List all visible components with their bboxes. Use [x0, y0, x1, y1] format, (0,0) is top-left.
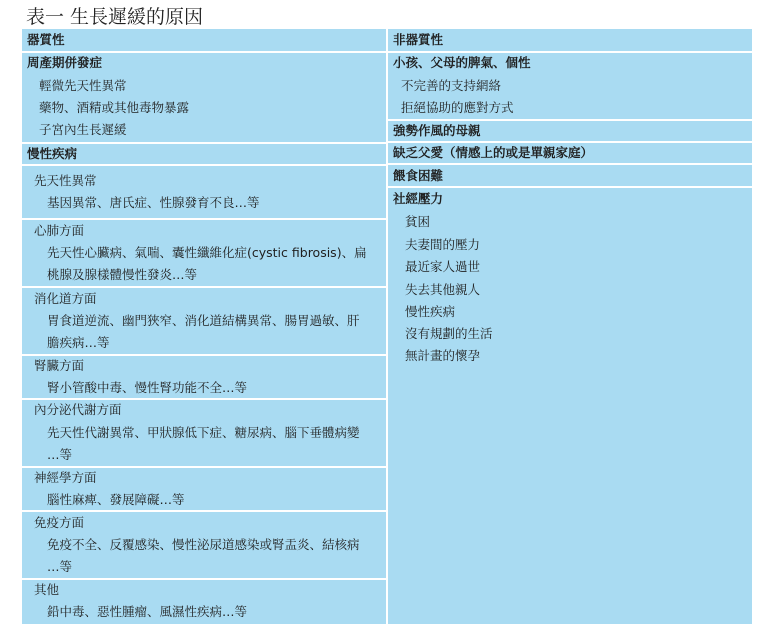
right-header: 非器質性 — [393, 32, 444, 47]
feeding-difficulty: 餵食困難 — [393, 168, 444, 183]
group-label: 先天性異常 — [34, 173, 97, 188]
group-detail-line: 膽疾病…等 — [47, 335, 110, 350]
table-title: 表一 生長遲緩的原因 — [26, 6, 204, 28]
group-label: 內分泌代謝方面 — [34, 402, 122, 417]
group-label: 其他 — [34, 582, 60, 597]
group-detail: 基因異常、唐氏症、性腺發育不良…等 — [47, 195, 260, 210]
group-detail-line: 先天性代謝異常、甲狀腺低下症、糖尿病、腦下垂體病變 — [47, 425, 360, 440]
social-item: 最近家人過世 — [405, 259, 481, 274]
social-item: 失去其他親人 — [405, 282, 481, 297]
social-item: 慢性疾病 — [405, 304, 456, 319]
group-label: 消化道方面 — [34, 291, 97, 306]
social-cell — [388, 188, 752, 624]
group-detail-line: 免疫不全、反覆感染、慢性泌尿道感染或腎盂炎、結核病 — [47, 537, 360, 552]
temperament-heading: 小孩、父母的脾氣、個性 — [393, 55, 531, 70]
group-detail-line: 胃食道逆流、幽門狹窄、消化道結構異常、腸胃過敏、肝 — [47, 313, 360, 328]
social-item: 貧困 — [405, 214, 431, 229]
perinatal-item: 子宮內生長遲緩 — [39, 122, 127, 137]
social-heading: 社經壓力 — [393, 191, 444, 206]
group-label: 腎臟方面 — [34, 358, 85, 373]
left-header: 器質性 — [27, 32, 65, 47]
group-label: 免疫方面 — [34, 515, 85, 530]
group-detail: 腎小管酸中毒、慢性腎功能不全…等 — [47, 380, 248, 395]
perinatal-heading: 周產期併發症 — [27, 55, 103, 70]
chronic-heading: 慢性疾病 — [27, 146, 78, 161]
group-detail-line: 先天性心臟病、氣喘、囊性纖維化症(cystic fibrosis)、扁 — [47, 245, 367, 260]
strong-mother: 強勢作風的母親 — [393, 123, 481, 138]
group-detail: 鉛中毒、惡性腫瘤、風濕性疾病…等 — [47, 604, 248, 619]
group-label: 心肺方面 — [34, 223, 85, 238]
perinatal-item: 藥物、酒精或其他毒物暴露 — [39, 100, 190, 115]
perinatal-item: 輕微先天性異常 — [39, 78, 127, 93]
group-detail: 腦性麻痺、發展障礙…等 — [47, 492, 185, 507]
social-item: 無計畫的懷孕 — [405, 348, 481, 363]
temperament-item: 拒絕協助的應對方式 — [401, 100, 514, 115]
group-detail-line: 桃腺及腺樣體慢性發炎…等 — [47, 267, 198, 282]
group-detail-line: …等 — [47, 559, 73, 574]
group-detail-line: …等 — [47, 447, 73, 462]
group-label: 神經學方面 — [34, 470, 97, 485]
lack-father: 缺乏父愛（情感上的或是單親家庭） — [393, 145, 594, 160]
temperament-item: 不完善的支持網絡 — [401, 78, 502, 93]
social-item: 夫妻間的壓力 — [405, 237, 481, 252]
social-item: 沒有規劃的生活 — [405, 326, 493, 341]
left-header-cell — [22, 29, 386, 51]
